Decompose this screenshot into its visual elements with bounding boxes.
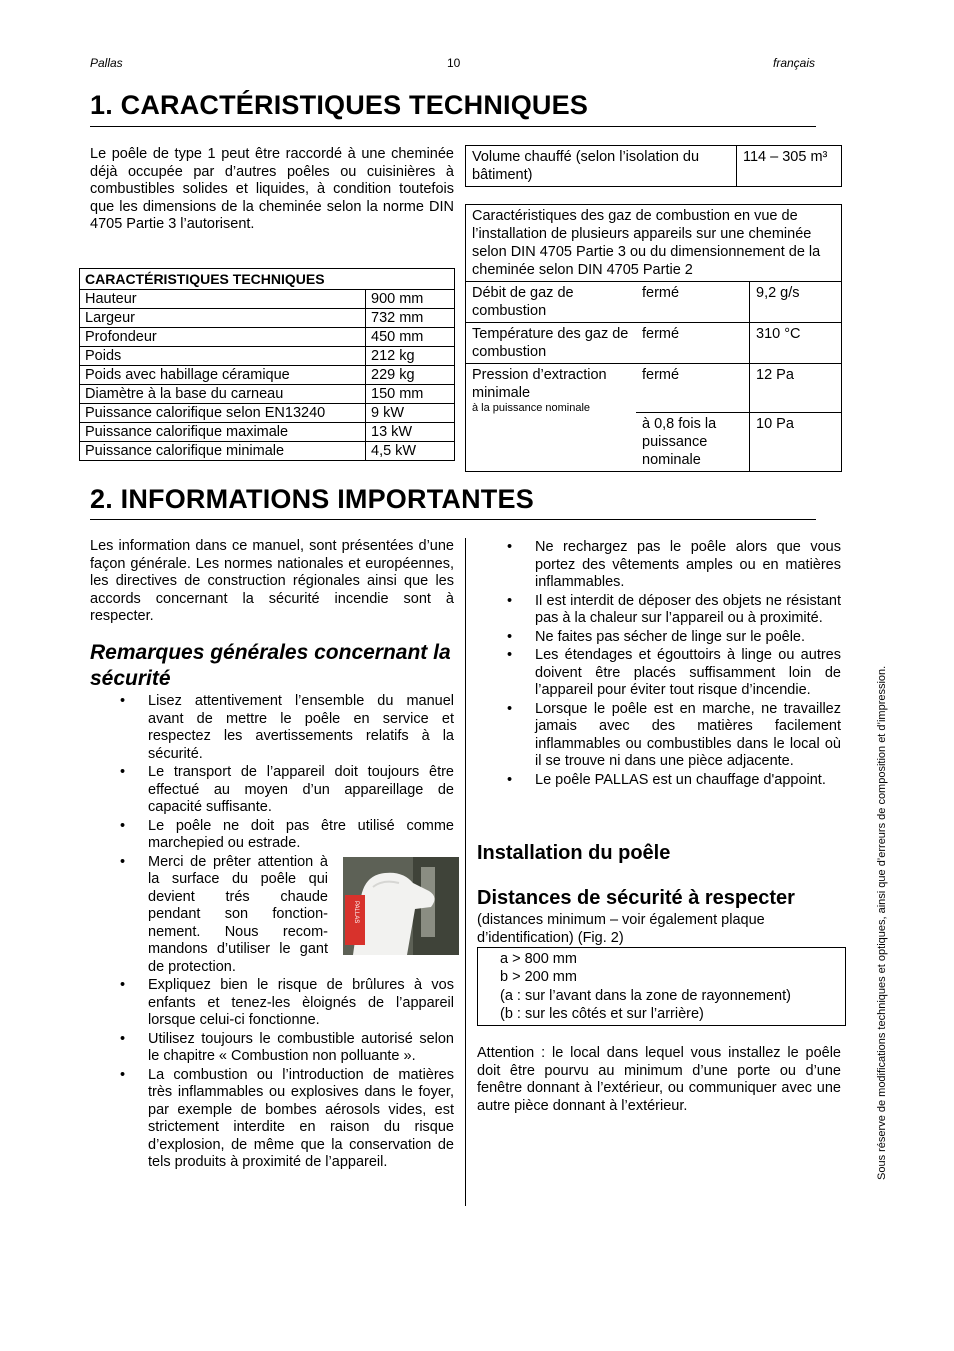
spec-label: Poids [80,347,366,366]
spec-value: 4,5 kW [366,442,455,461]
gas-label: Débit de gaz de combustion [466,282,637,323]
volume-label: Volume chauffé (selon l’isolation du bâtiment) [466,146,737,187]
right-bullet-list [477,539,841,790]
spec-value: 900 mm [366,290,455,309]
distances-box [477,947,846,1026]
table-row [80,404,455,423]
gas-value: 9,2 g/s [750,282,842,323]
section1-rule [90,126,816,127]
glove-label: PALLAS [353,901,359,924]
spec-value: 212 kg [366,347,455,366]
spec-label: Profondeur [80,328,366,347]
spec-label: Puissance calorifique minimale [80,442,366,461]
glove-icon [343,857,459,955]
table-row [80,442,455,461]
protective-glove-photo [343,857,459,955]
gas-label-cell [466,364,637,472]
specs-table [79,268,455,461]
section1-intro: Le poêle de type 1 peut être raccordé à une cheminée déjà occupée par d’autres poêles ou cuisinières à combustibles solides et liquides, à condition toutefois que les dimensions de la cheminée selon la norme DIN 4705 Partie 3 l’autorisent. [90,146,454,232]
spec-value: 450 mm [366,328,455,347]
list-item-text: • Merci de prêter attention à la surface du poêle qui devient trés chaude pendant son fonction-nement. Nous recom-mandons d’utiliser le gant de protection. [148,853,328,975]
volume-table [465,145,842,187]
gas-label: Température des gaz de combustion [466,323,637,364]
section2-title: 2. INFORMATIONS IMPORTANTES [90,484,534,514]
table-row [466,146,842,187]
spec-value: 150 mm [366,385,455,404]
spec-label: Largeur [80,309,366,328]
spec-label: Hauteur [80,290,366,309]
gas-value: 310 °C [750,323,842,364]
gas-table-header: Caractéristiques des gaz de combustion en vue de l’installation de plusieurs appareils sur une cheminée selon DIN 4705 Partie 3 ou du dimensionnement de la cheminée selon DIN 4705 Partie 2 [466,205,842,282]
spec-value: 13 kW [366,423,455,442]
page-number: 10 [447,56,461,70]
list-item: • Utilisez toujours le combustible autorisé selon le chapitre « Combustion non polluante ». [90,1031,454,1066]
gas-state: fermé [636,323,750,364]
spec-label: Puissance calorifique maximale [80,423,366,442]
gas-value: 12 Pa [750,364,842,413]
table-row [80,347,455,366]
safety-heading: Remarques générales concernant la sécurité [90,641,451,690]
table-row [80,309,455,328]
table-row [466,323,842,364]
side-note: Sous réserve de modifications techniques et optiques, ainsi que d’erreurs de composition et d’impression. [876,665,888,1180]
section2-intro: Les information dans ce manuel, sont présentées d’une façon générale. Les normes nationales et européennes, les directives de construction régionales ainsi que les accords concernant la sécurité incendie sont à respecter. [90,538,454,624]
distances-heading: Distances de sécurité à respecter [477,887,795,909]
gas-state: fermé [636,282,750,323]
gas-state: à 0,8 fois la puissance nominale [636,413,750,472]
table-row [80,290,455,309]
list-item: • Il est interdit de déposer des objets ne résistant pas à la chaleur sur l’appareil ou à proximité. [477,593,841,628]
specs-table-header: CARACTÉRISTIQUES TECHNIQUES [80,269,455,290]
volume-value: 114 – 305 m³ [737,146,842,187]
distance-b-note: (b : sur les côtés et sur l’arrière) [500,1005,704,1022]
spec-label: Diamètre à la base du carneau [80,385,366,404]
table-row [80,385,455,404]
header-right: français [773,56,816,70]
spec-label: Puissance calorifique selon EN13240 [80,404,366,423]
gas-label: Pression d’extraction minimale [472,367,607,401]
list-item: • Ne faites pas sécher de linge sur le poêle. [477,629,841,647]
list-item: • Le poêle PALLAS est un chauffage d'appoint. [477,772,841,790]
list-item: • Expliquez bien le risque de brûlures à vos enfants et tenez-les èloignés de l’appareil lorsque celui-ci fonctionne. [90,977,454,1030]
list-item: • Lisez attentivement l’ensemble du manuel avant de mettre le poêle en service et respectez les avertissements relatifs à la sécurité. [90,693,454,763]
spec-value: 732 mm [366,309,455,328]
list-item: • La combustion ou l’introduction de matières très inflammables ou explosives dans le foyer, par exemple de bombes aérosols vides, est strictement interdite en raison du risque d’explosion, de même que la conservation de tels produits à proximité de l’appareil. [90,1067,454,1172]
list-item: • Le transport de l’appareil doit toujours être effectué au moyen d’un appareillage de capacité suffisante. [90,764,454,817]
gas-state: fermé [636,364,750,413]
column-divider [465,538,466,1206]
table-row [466,364,842,413]
gas-sublabel: à la puissance nominale [472,402,591,414]
table-row [466,282,842,323]
spec-label: Poids avec habillage céramique [80,366,366,385]
gas-table [465,204,842,472]
list-item: • Lorsque le poêle est en marche, ne travaillez jamais avec des matières facilement inflammables ou combustibles dans le local où il se trouve ni dans une pièce adjacente. [477,701,841,771]
distance-a: a > 800 mm [500,951,577,967]
distance-b: b > 200 mm [500,969,577,986]
table-row [80,423,455,442]
table-row [80,328,455,347]
header-left: Pallas [90,56,123,70]
section2-rule [90,519,816,520]
section1-title: 1. CARACTÉRISTIQUES TECHNIQUES [90,90,589,120]
distances-note: (distances minimum – voir également plaque d’identification) (Fig. 2) [477,912,765,946]
attention-text: Attention : le local dans lequel vous installez le poêle doit être pourvu au minimum d’une porte ou d’une fenêtre donnant à l’extérieur, ou communiquer avec une autre pièce donnant à l’extérieur. [477,1045,841,1114]
list-item: • Ne rechargez pas le poêle alors que vous portez des vêtements amples ou en matières inflammables. [477,539,841,592]
distance-a-note: (a : sur l’avant dans la zone de rayonnement) [500,987,791,1004]
list-item: • Le poêle ne doit pas être utilisé comme marchepied ou estrade. [90,818,454,853]
table-row [80,366,455,385]
installation-heading: Installation du poêle [477,842,671,864]
spec-value: 9 kW [366,404,455,423]
gas-value: 10 Pa [750,413,842,472]
spec-value: 229 kg [366,366,455,385]
list-item: • Les étendages et égouttoirs à linge ou autres doivent être placés suffisamment loin de l’appareil pour éviter tout risque d’incendie. [477,647,841,700]
